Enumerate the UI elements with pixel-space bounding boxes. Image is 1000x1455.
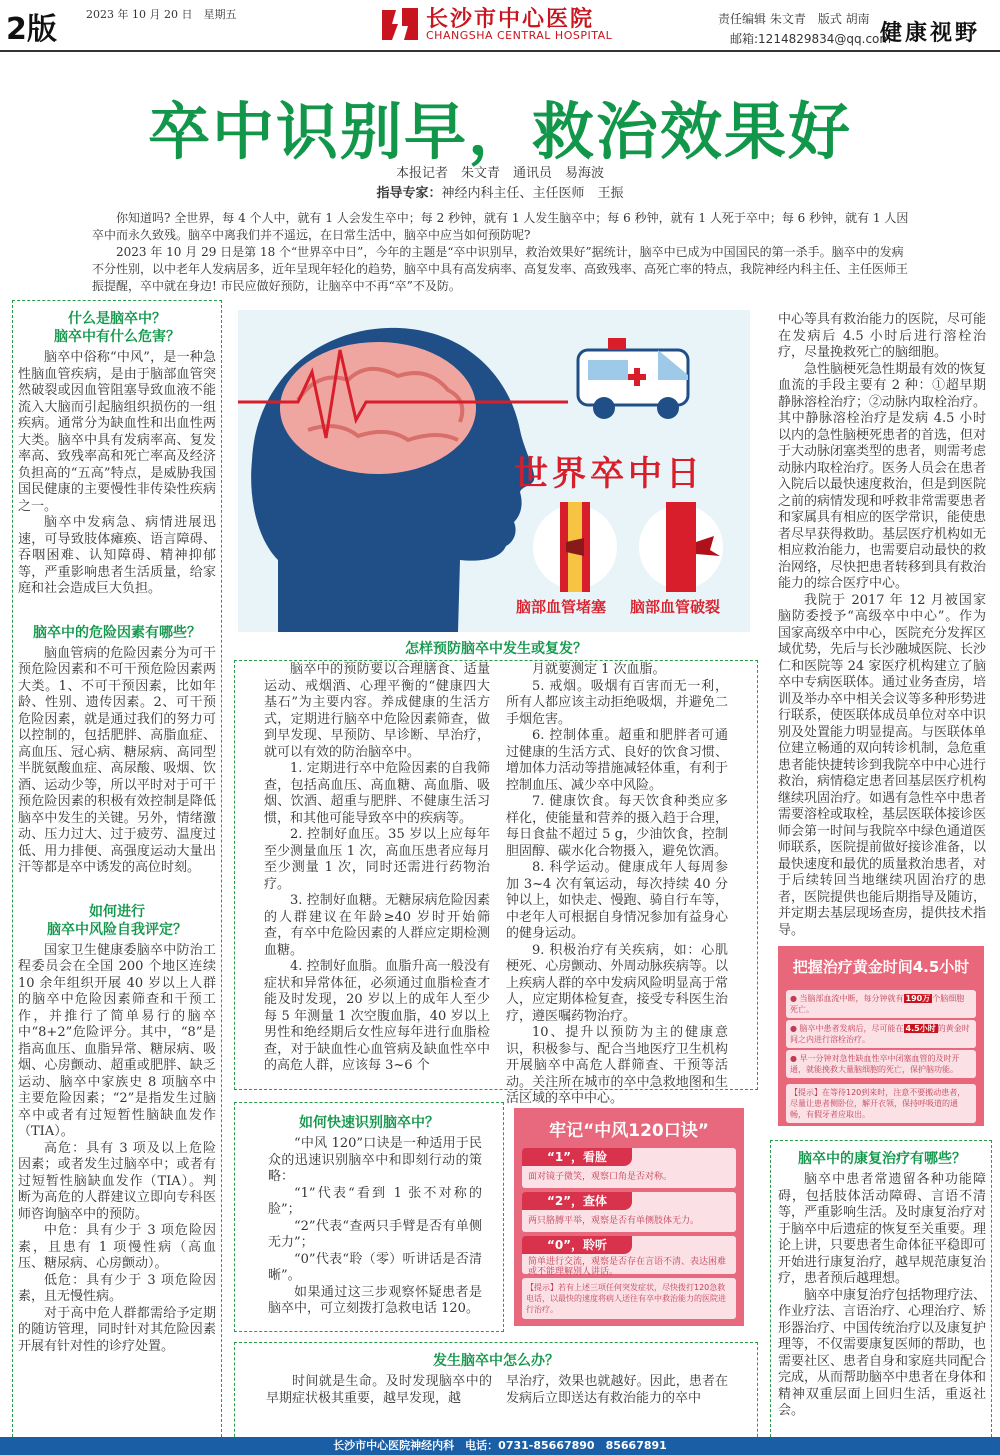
expert-line [0, 182, 1000, 201]
ambulance-icon [568, 320, 708, 430]
box-tip: 【提示】在等待120到来时，注意不要搬动患者，尽量让患者侧卧位，解开衣领，保持呼吸道的通畅，有假牙者应取出。 [786, 1084, 976, 1123]
hospital-logo-icon [378, 4, 422, 44]
section-heading: 如何进行 脑卒中风险自我评定？ [47, 903, 187, 938]
issue-date: 2023 年 10 月 20 日 星期五 [86, 8, 237, 21]
column-4 [778, 312, 986, 939]
item-desc: 面对镜子微笑，观察口角是否对称。 [528, 1172, 673, 1182]
paragraph: “2”代表“查两只手臂是否有单侧无力”； [268, 1218, 482, 1250]
box-point: ● 脑卒中患者发病后，尽可能在 4.5小时 的黄金时间之内进行溶栓治疗。 [786, 1020, 976, 1048]
article-intro [92, 210, 914, 295]
paragraph: 早治疗，效果也就越好。因此，患者在发病后立即送达有救治能力的卒中 [506, 1374, 728, 1406]
paragraph: 脑卒中发病急、病情进展迅速，可导致肢体瘫痪、语言障碍、吞咽困难、认知障碍、精神抑郁等，严重影响患者生活质量，给家庭和社会造成巨大负担。 [18, 515, 216, 596]
column-name: 健康视野 [880, 20, 981, 46]
box-title: 把握治疗黄金时间4.5小时 [792, 958, 970, 976]
paragraph: 高危：具有 3 项及以上危险因素；或者发生过脑卒中；或者有过短暂性脑缺血发作（TIA）。判断为高危的人群建议立即向专科医师咨询脑卒中的预防。 [18, 1140, 216, 1222]
item-label: “1”，看脸 [522, 1148, 632, 1166]
hospital-name: 长沙市中心医院 [426, 6, 595, 32]
golden-time-box [778, 946, 984, 1126]
stroke-120-box [514, 1108, 744, 1326]
byline: 本报记者 朱文青 通讯员 易海波 [395, 166, 604, 181]
paragraph: “1”代表“看到 1 张不对称的脸”； [268, 1185, 482, 1217]
item-desc: 两只胳膊平举，观察是否有单侧肢体无力。 [528, 1216, 700, 1226]
paragraph: 3. 控制好血糖。无糖尿病危险因素的人群建议在年龄≥40 岁时开始筛查，有卒中危险因素的人群应定期检测血糖。 [264, 893, 490, 958]
paragraph: 中危：具有少于 3 项危险因素，且患有 1 项慢性病（高血压、糖尿病、心房颤动）。 [18, 1223, 216, 1271]
intro-paragraph: 2023 年 10 月 29 日是第 18 个“世界卒中日”，今年的主题是“卒中识别早，救治效果好”据统计，脑卒中已成为中国国民的第一杀手。脑卒中的发病不分性别，以中老年人发病居多，近年呈现年轻化的趋势，脑卒中具有高发病率、高复发率、高致残率、高死亡率的特点，我院神经内科主任、主任医师王振提醒，卒中就在身边! 市民应做好预防，让脑卒中不再“卒”不及防。 [92, 245, 909, 293]
paragraph: 时间就是生命。及时发现脑卒中的早期症状极其重要，越早发现，越 [266, 1374, 492, 1406]
caption-ruptured: 脑部血管破裂 [630, 598, 721, 616]
paragraph: 急性脑梗死急性期最有效的恢复血流的手段主要有 2 种：①超早期静脉溶栓治疗；②动脉内取栓治疗。其中静脉溶栓治疗是发病 4.5 小时以内的急性脑梗死患者的首选，但对于大动脉闭塞类型的患者，则需考虑动脉内取栓治疗。医务人员会在患者入院后以最快速度救治，但是到医院之前的病情发现和呼救非常需要患者和家属具有相应的医学常识，能使患者尽早获得救助。基层医疗机构如无相应救治能力，也需要启动最快的救治网络，尽快把患者转移到具有救治能力的综合医疗中心。 [778, 361, 987, 591]
box-item [522, 1148, 736, 1188]
point-text: 的黄金时间之内进行溶栓治疗。 [790, 1024, 970, 1044]
paragraph: 4. 控制好血脂。血脂升高一般没有症状和异常体征，必须通过血脂检查才能及时发现，20 岁以上的成年人至少每 5 年测量 1 次空腹血脂，40 岁以上男性和绝经期后女性应每年进行血脂检查，对于缺血性心血管病及缺血性卒中的高危人群，应该每 3~6 个 [264, 959, 490, 1073]
paragraph: 月就要测定 1 次血脂。 [532, 662, 666, 677]
stroke-day-illustration [238, 310, 750, 632]
box-tip: 【提示】若有上述三项任何突发症状，尽快拨打120急救电话，以最快的速度将病人送往有卒中救治能力的医院进行治疗。 [522, 1278, 736, 1319]
paragraph: 8. 科学运动。健康成年人每周参加 3~4 次有氧运动，每次持续 40 分钟以上，如快走、慢跑、骑自行车等，中老年人可根据自身情况参加有益身心的健身运动。 [506, 860, 728, 941]
box-item [522, 1236, 736, 1277]
point-text: 当脑部血流中断，每分钟就有 [799, 994, 904, 1003]
point-text: 早一分钟对急性缺血性卒中闭塞血管的及时开通，就能挽救大量脑细胞的死亡，保护脑功能。 [790, 1054, 960, 1074]
paragraph: “0”代表“聆（零）听讲话是否清晰”。 [268, 1251, 482, 1283]
paragraph: 6. 控制体重。超重和肥胖者可通过健康的生活方式、良好的饮食习惯、增加体力活动等措施减轻体重，有利于控制血压、减少卒中风险。 [506, 728, 728, 793]
prevent-left [264, 662, 490, 1075]
intro-paragraph: 你知道吗? 全世界，每 4 个人中，就有 1 人会发生卒中；每 2 秒钟，就有 1 人发生脑卒中；每 6 秒钟，就有 1 人死于卒中；每 6 秒钟，就有 1 人因卒中而永久致残。脑卒中离我们并不遥远，在日常生活中，脑卒中应当如何预防呢? [92, 211, 909, 242]
hospital-name-en: CHANGSHA CENTRAL HOSPITAL [426, 29, 613, 42]
blocked-vessel-icon [530, 502, 620, 592]
footer-contact: 长沙市中心医院神经内科 电话：0731-85667890 85667891 [0, 1437, 1000, 1455]
paragraph: 脑卒中俗称“中风”，是一种急性脑血管疾病，是由于脑部血管突然破裂或因血管阻塞导致血液不能流入大脑而引起脑组织损伤的一组疾病。通常分为缺血性和出血性两大类。脑卒中具有发病率高、复发率高、致残率高和死亡率高及经济负担高的“五高”特点，是威胁我国国民健康的主要慢性非传染性疾病之一。 [18, 350, 216, 514]
column-1 [18, 306, 216, 1355]
section-heading: 脑卒中的危险因素有哪些？ [33, 624, 201, 641]
section-heading: 发生脑卒中怎么办？ [433, 1353, 559, 1369]
box-point: ● 早一分钟对急性缺血性卒中闭塞血管的及时开通，就能挽救大量脑细胞的死亡，保护脑功能。 [786, 1050, 976, 1078]
paragraph: “中风 120”口诀是一种适用于民众的迅速识别脑卒中和即刻行动的策略： [268, 1136, 482, 1184]
paragraph: 1. 定期进行卒中危险因素的自我筛查，包括高血压、高血糖、高血脂、吸烟、饮酒、超重与肥胖、不健康生活习惯，和其他可能导致卒中的疾病等。 [264, 761, 490, 826]
paragraph: 2. 控制好血压。35 岁以上应每年至少测量血压 1 次，高血压患者应每月至少测量 1 次，同时还需进行药物治疗。 [264, 827, 490, 892]
section-heading: 怎样预防脑卒中发生或复发？ [405, 641, 587, 657]
point-text: 脑卒中患者发病后，尽可能在 [799, 1024, 904, 1033]
section-heading: 脑卒中的康复治疗有哪些？ [798, 1151, 966, 1167]
paragraph: 脑血管病的危险因素分为可干预危险因素和不可干预危险因素两大类。1、不可干预因素，比如年龄、性别、遗传因素。2、可干预危险因素，就是通过我们的努力可以控制的，包括肥胖、高脂血症、高血压、冠心病、糖尿病、高同型半胱氨酸血症、高尿酸、吸烟、饮酒、运动少等，所以平时对于可干预危险因素的积极有效控制是降低脑卒中发生的关键。另外，情绪激动、压力过大、过于疲劳、温度过低、用力排便、高强度运动大量出汗等都是卒中诱发的高位时刻。 [18, 645, 216, 875]
identify-text [268, 1136, 482, 1318]
article-title: 卒中识别早，救治效果好 [147, 95, 852, 168]
paragraph: 9. 积极治疗有关疾病，如：心肌梗死、心房颤动、外周动脉疾病等。以上疾病人群的卒中发病风险明显高于常人，应定期体检复查，接受专科医生治疗，遵医嘱药物治疗。 [506, 942, 728, 1024]
email: 邮箱:1214829834@qq.com [730, 32, 892, 46]
paragraph: 5. 戒烟。吸烟有百害而无一利，所有人都应该主动拒绝吸烟，并避免二手烟危害。 [506, 678, 728, 727]
point-text: 个脑细胞死亡。 [790, 994, 965, 1014]
paragraph: 脑卒中康复治疗包括物理疗法、作业疗法、言语治疗、心理治疗、矫形器治疗、中国传统治疗以及康复护理等，不仅需要康复医师的帮助，也需要社区、患者自身和家庭共同配合完成，从而帮助脑卒中患者在身体和精神双重层面上回归生活，重返社会。 [778, 1287, 987, 1418]
caption-blocked: 脑部血管堵塞 [516, 598, 607, 616]
after-left [266, 1374, 492, 1407]
prevent-right [506, 662, 728, 1108]
stroke-day-banner: 世界卒中日 [514, 454, 704, 494]
expert-name: 神经内科主任、主任医师 王振 [441, 186, 624, 201]
rehab-text [778, 1148, 986, 1420]
section-heading: 如何快速识别脑卒中？ [299, 1115, 439, 1131]
item-desc: 简单进行交流，观察是否存在言语不清、表达困难或不能理解别人讲话。 [528, 1257, 727, 1277]
paragraph: 国家卫生健康委脑卒中防治工程委员会在全国 200 个地区连续 10 余年组织开展 40 岁以上人群的脑卒中危险因素筛查和干预工作，并推行了简单易行的脑卒中“8+2”危险评分。其中，“8”是指高血压、血脂异常、糖尿病、吸烟、心房颤动、超重或肥胖、缺乏运动、脑卒中家族史 8 项脑卒中主要危险因素；“2”是指发生过脑卒中或者有过短暂性脑缺血发作（TIA）。 [18, 942, 216, 1139]
paragraph: 7. 健康饮食。每天饮食种类应多样化，使能量和营养的摄入趋于合理，每日食盐不超过 5 g，少油饮食，控制胆固醇、碳水化合物摄入，避免饮酒。 [506, 794, 728, 859]
highlight: 190万 [905, 994, 931, 1003]
paragraph: 脑卒中的预防要以合理膳食、适量运动、戒烟酒、心理平衡的“健康四大基石”为主要内容。养成健康的生活方式，定期进行脑卒中危险因素筛查，做到早发现、早预防、早诊断、早治疗，就可以有效的防治脑卒中。 [264, 662, 490, 760]
highlight: 4.5小时 [905, 1024, 936, 1033]
item-label: “2”，查体 [522, 1192, 632, 1210]
paragraph: 10、提升以预防为主的健康意识，积极参与、配合当地医疗卫生机构开展脑卒中高危人群筛查、干预等活动。关注所在城市的卒中急救地图和生活区域的卒中中心。 [506, 1025, 728, 1106]
box-title: 牢记“中风120口诀” [549, 1121, 709, 1141]
item-label: “0”，聆听 [522, 1236, 632, 1254]
page-number: 2版 [6, 12, 57, 47]
ruptured-vessel-icon [636, 502, 726, 592]
after-right [506, 1374, 728, 1407]
box-item [522, 1192, 736, 1232]
paragraph: 如果通过这三步观察怀疑患者是脑卒中，可立刻拨打急救电话 120。 [268, 1284, 482, 1316]
box-point: ● 当脑部血流中断，每分钟就有 190万 个脑细胞死亡。 [786, 990, 976, 1018]
page-header [0, 0, 1000, 52]
expert-label: 指导专家： [376, 186, 442, 201]
paragraph: 脑卒中患者常遗留各种功能障碍，包括肢体活动障碍、言语不清等，严重影响生活。及时康复治疗对于脑卒中后遗症的恢复至关重要。理论上讲，只要患者生命体征平稳即可开始进行康复治疗，越早规范康复治疗，患者预后越理想。 [778, 1172, 987, 1286]
paragraph: 中心等具有救治能力的医院，尽可能在发病后 4.5 小时后进行溶栓治疗，尽量挽救死亡的脑细胞。 [778, 312, 987, 360]
paragraph: 对于高中危人群都需给予定期的随访管理，同时针对其危险因素开展有针对性的诊疗处置。 [18, 1305, 216, 1354]
section-heading: 什么是脑卒中？ 脑卒中有什么危害？ [54, 311, 180, 345]
paragraph: 我院于 2017 年 12 月被国家脑防委授予“高级卒中中心”。作为国家高级卒中中心，医院充分发挥区域优势，先后与长沙融城医院、长沙仁和医院等 24 家医疗机构建立了脑卒中专病医联体。通过业务查房，培训及举办卒中相关会议等多种形势进行联系，使医联体成员单位对卒中识别及处置能力明显提高。与医联体单位建立畅通的双向转诊机制，急危重患者能快捷转诊到我院卒中中心进行救治，病情稳定患者回基层医疗机构继续巩固治疗。如遇有急性卒中患者需要溶栓或取栓，基层医联体接诊医师会第一时间与我院卒中绿色通道医师联系，医院提前做好接诊准备，以最快速度和最优的质量救治患者，对于后续转回当地继续巩固治疗的患者，医院提供也能后期指导及随访，并定期去基层现场查房，提供技术指导。 [778, 592, 987, 938]
editors: 责任编辑 朱文青 版式 胡南 [718, 12, 870, 26]
paragraph: 低危：具有少于 3 项危险因素，且无慢性病。 [18, 1272, 216, 1304]
